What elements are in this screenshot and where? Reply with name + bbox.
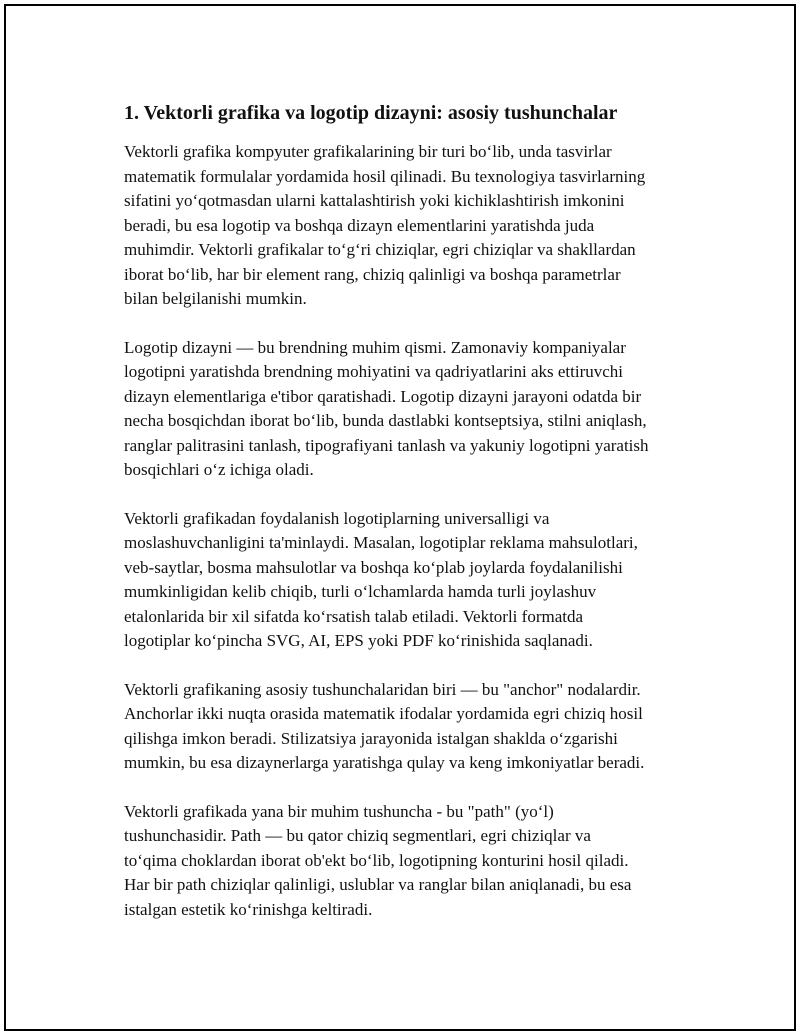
paragraph-line: istalgan estetik ko‘rinishga keltiradi. (124, 899, 373, 919)
paragraph-line: mumkinligidan kelib chiqib, turli o‘lchamlarda hamda turli joylashuv (124, 582, 597, 601)
paragraph-line: tushunchasidir. Path — bu qator chiziq segmentlari, egri chiziqlar va (124, 826, 591, 845)
paragraph-line: Vektorli grafikaning asosiy tushunchalaridan biri — bu "anchor" nodalardir. (124, 679, 641, 699)
paragraph-line: etalonlarida bir xil sifatda ko‘rsatish talab etiladi. Vektorli formatda (124, 606, 584, 626)
paragraph-line: ranglar palitrasini tanlash, tipografiyani tanlash va yakuniy logotipni yaratish (124, 435, 649, 455)
paragraph-line: muhimdir. Vektorli grafikalar to‘g‘ri chiziqlar, egri chiziqlar va shakllardan (124, 240, 636, 259)
document-body (124, 100, 704, 946)
paragraph-line: moslashuvchanligini ta'minlaydi. Masalan, logotiplar reklama mahsulotlari, (124, 533, 638, 552)
paragraph-line: matematik formulalar yordamida hosil qilinadi. Bu texnologiya tasvirlarning (124, 166, 646, 186)
paragraph-line: Vektorli grafikada yana bir muhim tushuncha - bu "path" (yo‘l) (124, 801, 554, 821)
paragraph-line: iborat bo‘lib, har bir element rang, chiziq qalinligi va boshqa parametrlar (124, 264, 621, 284)
paragraph-line: Anchorlar ikki nuqta orasida matematik ifodalar yordamida egri chiziq hosil (124, 704, 643, 723)
paragraph-line: bosqichlari o‘z ichiga oladi. (124, 460, 314, 479)
paragraph-line: bilan belgilanishi mumkin. (124, 289, 307, 308)
paragraph (124, 678, 704, 776)
paragraph-line: beradi, bu esa logotip va boshqa dizayn elementlarini yaratishda juda (124, 215, 595, 235)
paragraph-list (124, 140, 704, 922)
paragraph (124, 140, 704, 312)
paragraph-line: veb-saytlar, bosma mahsulotlar va boshqa ko‘plab joylarda foydalanilishi (124, 557, 623, 577)
paragraph-line: qilishga imkon beradi. Stilizatsiya jarayonida istalgan shaklda o‘zgarishi (124, 728, 618, 748)
paragraph-line: necha bosqichdan iborat bo‘lib, bunda dastlabki kontseptsiya, stilni aniqlash, (124, 411, 647, 430)
paragraph-line: logotiplar ko‘pincha SVG, AI, EPS yoki PDF ko‘rinishida saqlanadi. (124, 631, 593, 650)
paragraph-line: logotipni yaratishda brendning mohiyatini va qadriyatlarini aks ettiruvchi (124, 362, 624, 381)
paragraph-line: sifatini yo‘qotmasdan ularni kattalashtirish yoki kichiklashtirish imkonini (124, 191, 625, 210)
paragraph-line: dizayn elementlariga e'tibor qaratishadi. Logotip dizayni jarayoni odatda bir (124, 386, 642, 406)
paragraph (124, 507, 704, 654)
page-border (4, 4, 796, 1031)
paragraph-line: Logotip dizayni — bu brendning muhim qismi. Zamonaviy kompaniyalar (124, 337, 626, 357)
paragraph (124, 800, 704, 923)
document-title: 1. Vektorli grafika va logotip dizayni: asosiy tushunchalar (124, 102, 618, 124)
paragraph-line: Vektorli grafikadan foydalanish logotiplarning universalligi va (124, 508, 550, 528)
paragraph-line: Vektorli grafika kompyuter grafikalarining bir turi bo‘lib, unda tasvirlar (124, 142, 612, 161)
paragraph-line: mumkin, bu esa dizaynerlarga yaratishga qulay va keng imkoniyatlar beradi. (124, 753, 645, 772)
paragraph-line: to‘qima choklardan iborat ob'ekt bo‘lib, logotipning konturini hosil qiladi. (124, 850, 629, 870)
paragraph-line: Har bir path chiziqlar qalinligi, uslublar va ranglar bilan aniqlanadi, bu esa (124, 875, 632, 894)
paragraph (124, 336, 704, 483)
